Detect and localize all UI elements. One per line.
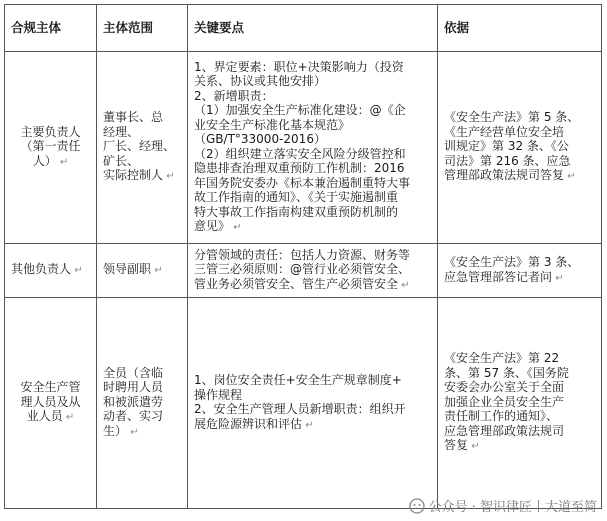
- subject-cell-line: 理人员及从: [20, 394, 81, 409]
- header-scope: 主体范围: [97, 5, 188, 52]
- points-cell-line: 管业务必须管安全、管生产必须管安全: [194, 276, 399, 291]
- points-cell-line: 业安全生产标准化基本规范》: [194, 117, 351, 132]
- basis-cell-line: 《安全生产法》第 3 条、: [444, 255, 580, 269]
- paragraph-mark-icon: ↵: [230, 222, 242, 233]
- table-row: [5, 244, 602, 298]
- table-row: [5, 298, 602, 509]
- points-cell-line: 故工作指南的通知》、《关于实施遏制重: [194, 190, 399, 204]
- scope-cell: [97, 52, 188, 244]
- scope-cell-line: 和被派遣劳: [103, 394, 164, 409]
- paragraph-mark-icon: ↵: [127, 426, 139, 438]
- paragraph-mark-icon: ↵: [71, 265, 83, 277]
- subject-cell: [5, 244, 97, 298]
- points-cell-line: 1、界定要素：职位+决策影响力（投资: [194, 59, 404, 74]
- subject-cell-line: （第一责任: [20, 139, 81, 154]
- points-cell-line: （1）加强安全生产标准化建设：@《企: [194, 103, 406, 117]
- table-row: [5, 52, 602, 244]
- watermark-text: 公众号 · 智识律匠丨大道至简: [428, 500, 597, 515]
- basis-cell-line: 加强企业全员安全生产: [444, 394, 565, 409]
- header-subject: 合规主体: [5, 5, 97, 52]
- points-cell-line: 操作规程: [194, 387, 243, 402]
- paragraph-mark-icon: ↵: [552, 272, 564, 284]
- scope-cell-line: 经理、: [103, 124, 140, 139]
- paragraph-mark-icon: ↵: [564, 171, 576, 183]
- subject-cell-line: 业人员: [26, 409, 63, 424]
- points-cell-line: 2、安全生产管理人员新增职责：组织开: [194, 402, 406, 416]
- scope-cell: [97, 298, 188, 509]
- basis-cell-line: 《安全生产法》第 5 条、: [444, 110, 580, 125]
- compliance-table: [4, 4, 602, 509]
- subject-cell: [5, 298, 97, 509]
- points-cell-line: 分管领域的责任：包括人力资源、财务等: [194, 247, 411, 262]
- paragraph-mark-icon: ↵: [62, 412, 75, 424]
- subject-cell-line: 人）: [32, 153, 57, 168]
- basis-cell-line: 应急管理部答记者问: [444, 269, 553, 284]
- points-cell: [188, 52, 438, 244]
- scope-cell-line: 董事长、总: [103, 110, 164, 125]
- points-cell-line: 2、新增职责：: [194, 88, 274, 103]
- scope-cell-line: 实际控制人: [103, 168, 164, 183]
- basis-cell-line: 应急管理部政策法规司: [444, 423, 565, 438]
- basis-cell: [438, 244, 602, 298]
- scope-cell-line: 时聘用人员: [103, 380, 164, 395]
- points-cell-line: 三管三必须原则：@管行业必须管安全、: [194, 262, 411, 277]
- basis-cell-line: 条、第 57 条、《国务院: [444, 365, 569, 380]
- points-cell-line: 关系、协议或其他安排）: [194, 74, 327, 88]
- subject-cell-line: 安全生产管: [20, 380, 81, 395]
- subject-cell: [5, 52, 97, 244]
- scope-cell-line: 厂长、经理、: [103, 139, 176, 154]
- basis-cell: [438, 298, 602, 509]
- scope-cell-line: 生）: [103, 423, 128, 438]
- paragraph-mark-icon: ↵: [302, 419, 314, 431]
- subject-cell-line: 主要负责人: [20, 124, 81, 139]
- basis-cell-line: 管理部政策法规司答复: [444, 168, 565, 183]
- points-cell-line: 意见》: [194, 219, 231, 233]
- scope-cell: [97, 244, 188, 298]
- points-cell-line: 特大事故工作指南构建双重预防机制的: [194, 204, 399, 219]
- header-points: 关键要点: [188, 5, 438, 52]
- points-cell: [188, 244, 438, 298]
- points-cell-line: 年国务院安委办《标本兼治遏制重特大事: [194, 175, 411, 190]
- paragraph-mark-icon: ↵: [56, 156, 69, 168]
- paragraph-mark-icon: ↵: [163, 171, 175, 183]
- basis-cell-line: 《生产经营单位安全培: [444, 124, 565, 139]
- paragraph-mark-icon: ↵: [468, 441, 480, 453]
- basis-cell-line: 责任制工作的通知》、: [444, 409, 559, 424]
- points-cell-line: （GB/T°33000-2016）: [194, 132, 326, 146]
- basis-cell-line: 《安全生产法》第 22: [444, 351, 560, 366]
- basis-cell-line: 司法》第 216 条、应急: [444, 153, 571, 168]
- basis-cell-line: 训规定》第 32 条、《公: [444, 139, 569, 154]
- points-cell-line: （2）组织建立落实安全风险分级管控和: [194, 146, 406, 161]
- scope-cell-line: 矿长、: [103, 153, 140, 168]
- scope-cell-line: 全员（含临: [103, 365, 164, 380]
- points-cell-line: 展危险源辨识和评估: [194, 416, 303, 431]
- scope-cell-line: 动者、实习: [103, 409, 164, 424]
- points-cell-line: 隐患排查治理双重预防工作机制：2016: [194, 161, 405, 175]
- points-cell: [188, 298, 438, 509]
- paragraph-mark-icon: ↵: [398, 279, 410, 291]
- points-cell-line: 1、岗位安全责任+安全生产规章制度+: [194, 373, 402, 387]
- basis-cell-line: 答复: [444, 438, 469, 453]
- basis-cell-line: 安委会办公室关于全面: [444, 380, 565, 395]
- table-header-row: [5, 5, 602, 52]
- scope-cell-line: 领导副职: [103, 262, 152, 277]
- paragraph-mark-icon: ↵: [151, 265, 163, 277]
- basis-cell: [438, 52, 602, 244]
- header-basis: 依据: [438, 5, 602, 52]
- watermark: [409, 496, 597, 515]
- subject-cell-line: 其他负责人: [11, 262, 72, 277]
- wechat-icon: [409, 498, 425, 514]
